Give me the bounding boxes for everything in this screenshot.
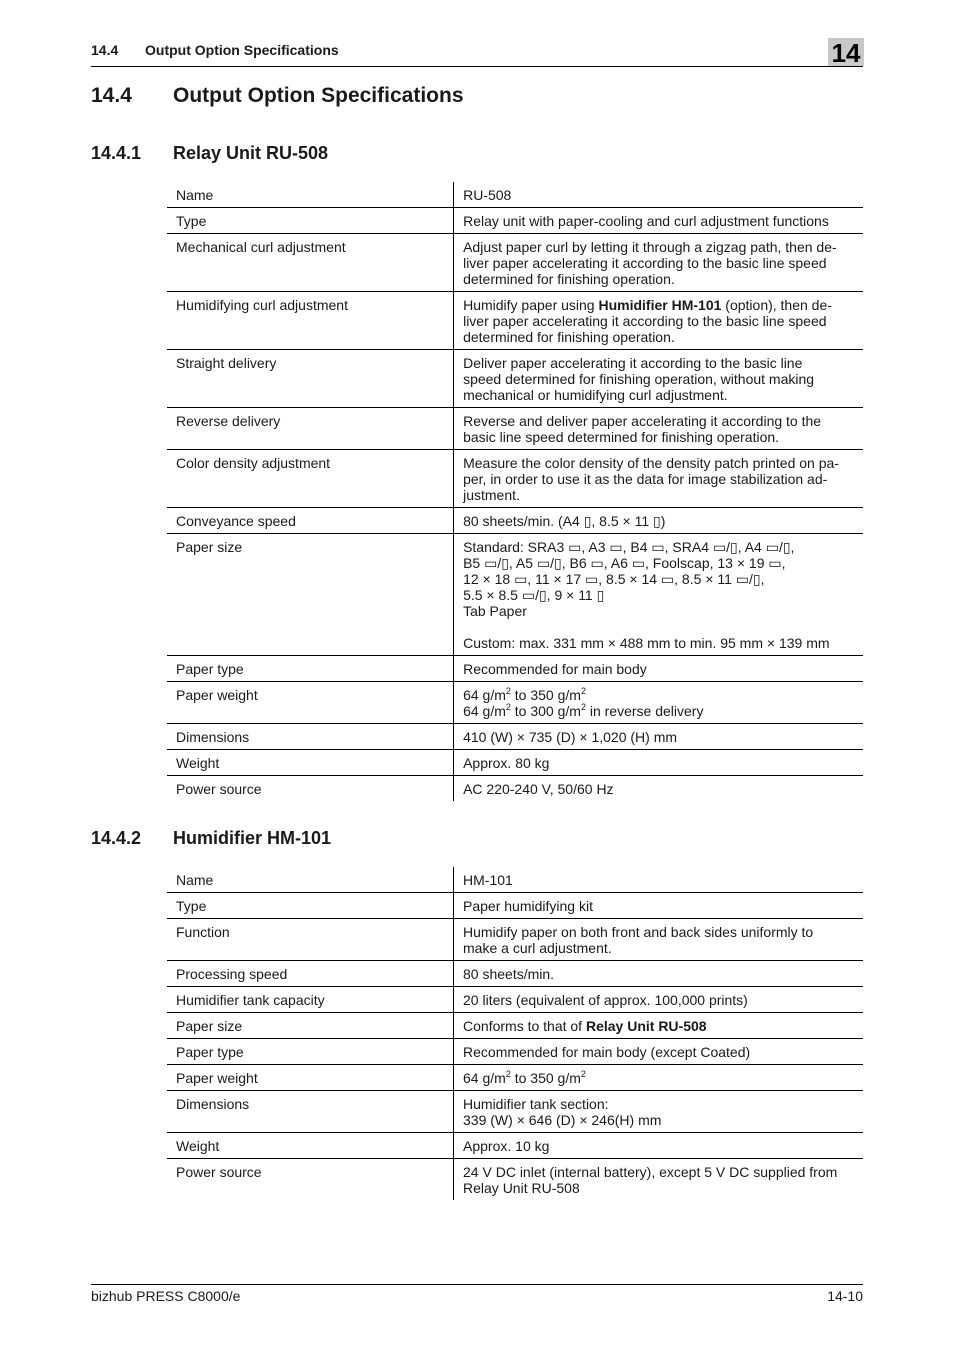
section-title: Output Option Specifications <box>173 84 464 107</box>
spec-label: Power source <box>167 776 454 802</box>
table-row <box>167 350 863 408</box>
product-reference: Relay Unit RU-508 <box>585 1018 707 1034</box>
table-row <box>167 1065 863 1091</box>
text-run: Humidify paper using <box>463 297 599 313</box>
humidifier-spec-table <box>167 867 863 1200</box>
spec-value-line: B5 ▭/▯, A5 ▭/▯, B6 ▭, A6 ▭, Foolscap, 13 × 19 ▭, <box>463 555 786 571</box>
spec-label: Paper weight <box>167 682 454 724</box>
spec-value-line: Approx. 80 kg <box>463 755 550 771</box>
header-section-title: Output Option Specifications <box>145 42 339 58</box>
running-header <box>91 40 863 67</box>
spec-value-line: 24 V DC inlet (internal battery), except 5 V DC supplied from <box>463 1164 838 1180</box>
spec-label: Weight <box>167 1133 454 1159</box>
text-run: to 350 g/m <box>510 687 581 703</box>
spec-value-line: 80 sheets/min. (A4 ▯, 8.5 × 11 ▯) <box>463 513 666 529</box>
spec-value-line: Humidifier tank section: <box>463 1096 609 1112</box>
spec-label: Conveyance speed <box>167 508 454 534</box>
spec-value-line: mechanical or humidifying curl adjustment. <box>463 387 728 403</box>
spec-value-line: Deliver paper accelerating it according to the basic line <box>463 355 803 371</box>
spec-value <box>454 919 863 961</box>
superscript: 2 <box>580 702 586 712</box>
spec-value <box>454 292 863 350</box>
spec-value-line: AC 220-240 V, 50/60 Hz <box>463 781 614 797</box>
superscript: 2 <box>505 1069 511 1079</box>
spec-value-line: 80 sheets/min. <box>463 966 555 982</box>
spec-value <box>454 1091 863 1133</box>
spec-label: Mechanical curl adjustment <box>167 234 454 292</box>
superscript: 2 <box>580 1069 586 1079</box>
spec-value <box>454 1159 863 1201</box>
spec-value-line: basic line speed determined for finishing operation. <box>463 429 780 445</box>
table-row <box>167 234 863 292</box>
table-row <box>167 656 863 682</box>
table-row <box>167 1039 863 1065</box>
table-row <box>167 750 863 776</box>
spec-label: Name <box>167 182 454 208</box>
spec-label: Straight delivery <box>167 350 454 408</box>
spec-value-line <box>463 1018 854 1034</box>
spec-value-line: 339 (W) × 646 (D) × 246(H) mm <box>463 1112 662 1128</box>
table-row <box>167 208 863 234</box>
table-row <box>167 1091 863 1133</box>
spec-value <box>454 1133 863 1159</box>
spec-label: Dimensions <box>167 724 454 750</box>
spec-label: Color density adjustment <box>167 450 454 508</box>
spec-value-line: make a curl adjustment. <box>463 940 612 956</box>
spec-label: Paper size <box>167 534 454 656</box>
table-row <box>167 182 863 208</box>
spec-label: Humidifying curl adjustment <box>167 292 454 350</box>
spec-value <box>454 987 863 1013</box>
spec-value-line: Approx. 10 kg <box>463 1138 550 1154</box>
spec-value-line: Reverse and deliver paper accelerating it according to the <box>463 413 822 429</box>
table-row <box>167 1159 863 1201</box>
spec-value-line: Tab Paper <box>463 603 527 619</box>
spec-value-line: Humidify paper on both front and back sides uniformly to <box>463 924 814 940</box>
section-number: 14.4 <box>91 84 132 107</box>
text-run: 64 g/m <box>463 1070 506 1086</box>
spec-value-line: 410 (W) × 735 (D) × 1,020 (H) mm <box>463 729 678 745</box>
spec-value-line: determined for finishing operation. <box>463 329 675 345</box>
spec-label: Power source <box>167 1159 454 1201</box>
spec-value <box>454 208 863 234</box>
product-reference: Humidifier HM-101 <box>598 297 722 313</box>
spec-value <box>454 534 863 656</box>
spec-value-line: 20 liters (equivalent of approx. 100,000 prints) <box>463 992 748 1008</box>
product-name: bizhub PRESS C8000/e <box>91 1288 241 1304</box>
header-section-number: 14.4 <box>91 42 119 58</box>
spec-label: Paper weight <box>167 1065 454 1091</box>
table-row <box>167 893 863 919</box>
spec-value-line: Paper humidifying kit <box>463 898 593 914</box>
spec-value-line: justment. <box>463 487 520 503</box>
text-run: to 300 g/m <box>510 703 581 719</box>
text-run: 64 g/m <box>463 687 506 703</box>
table-row <box>167 534 863 656</box>
table-row <box>167 292 863 350</box>
spec-label: Paper type <box>167 656 454 682</box>
spec-value-line <box>463 297 854 313</box>
spec-value-line: Measure the color density of the density patch printed on pa- <box>463 455 839 471</box>
table-row <box>167 961 863 987</box>
spec-value-line: Custom: max. 331 mm × 488 mm to min. 95 mm × 139 mm <box>463 635 830 651</box>
page-number: 14-10 <box>827 1288 863 1304</box>
table-row <box>167 682 863 724</box>
spec-value-line: 5.5 × 8.5 ▭/▯, 9 × 11 ▯ <box>463 587 605 603</box>
text-run: Conforms to that of <box>463 1018 586 1034</box>
spec-value <box>454 961 863 987</box>
page-footer <box>91 1284 863 1304</box>
spec-value <box>454 724 863 750</box>
section-heading <box>91 84 464 108</box>
spec-value <box>454 182 863 208</box>
spec-label: Weight <box>167 750 454 776</box>
spec-label: Paper type <box>167 1039 454 1065</box>
chapter-number-badge: 14 <box>828 38 864 66</box>
spacer <box>463 619 854 635</box>
spec-value <box>454 1039 863 1065</box>
spec-label: Dimensions <box>167 1091 454 1133</box>
spec-value <box>454 682 863 724</box>
spec-value <box>454 234 863 292</box>
spec-value <box>454 867 863 893</box>
humidifier-heading <box>91 828 331 849</box>
spec-value <box>454 776 863 802</box>
relay-unit-heading <box>91 143 328 164</box>
text-run: 64 g/m <box>463 703 506 719</box>
spec-value-line: Relay Unit RU-508 <box>463 1180 580 1196</box>
spec-value-line: liver paper accelerating it according to the basic line speed <box>463 313 827 329</box>
superscript: 2 <box>505 686 511 696</box>
spec-value-line: Standard: SRA3 ▭, A3 ▭, B4 ▭, SRA4 ▭/▯, A4 ▭/▯, <box>463 539 795 555</box>
spec-value-line: speed determined for finishing operation, without making <box>463 371 815 387</box>
spec-value <box>454 893 863 919</box>
spec-value-line: Adjust paper curl by letting it through a zigzag path, then de- <box>463 239 837 255</box>
spec-label: Humidifier tank capacity <box>167 987 454 1013</box>
spec-value <box>454 750 863 776</box>
spec-value <box>454 408 863 450</box>
spec-label: Name <box>167 867 454 893</box>
text-run: (option), then de- <box>721 297 832 313</box>
table-row <box>167 867 863 893</box>
spec-value-line: Recommended for main body <box>463 661 647 677</box>
table-row <box>167 1013 863 1039</box>
spec-value-line <box>463 687 854 703</box>
spec-value-line <box>463 703 854 719</box>
spec-value <box>454 656 863 682</box>
spec-label: Type <box>167 893 454 919</box>
humidifier-number: 14.4.2 <box>91 828 142 848</box>
spec-label: Type <box>167 208 454 234</box>
spec-value-line: liver paper accelerating it according to the basic line speed <box>463 255 827 271</box>
spec-label: Paper size <box>167 1013 454 1039</box>
spec-value-line: Relay unit with paper-cooling and curl adjustment functions <box>463 213 829 229</box>
superscript: 2 <box>580 686 586 696</box>
relay-unit-number: 14.4.1 <box>91 143 142 163</box>
spec-value-line: HM-101 <box>463 872 513 888</box>
spec-value-line: 12 × 18 ▭, 11 × 17 ▭, 8.5 × 14 ▭, 8.5 × 11 ▭/▯, <box>463 571 765 587</box>
relay-unit-title: Relay Unit RU-508 <box>173 143 329 163</box>
spec-value-line: per, in order to use it as the data for image stabilization ad- <box>463 471 828 487</box>
spec-value-line: determined for finishing operation. <box>463 271 675 287</box>
table-row <box>167 450 863 508</box>
spec-label: Function <box>167 919 454 961</box>
spec-label: Processing speed <box>167 961 454 987</box>
text-run: to 350 g/m <box>510 1070 581 1086</box>
table-row <box>167 408 863 450</box>
table-row <box>167 987 863 1013</box>
superscript: 2 <box>505 702 511 712</box>
spec-value-line <box>463 1070 854 1086</box>
spec-value <box>454 1013 863 1039</box>
relay-unit-spec-table <box>167 182 863 801</box>
spec-value <box>454 1065 863 1091</box>
table-row <box>167 724 863 750</box>
spec-label: Reverse delivery <box>167 408 454 450</box>
spec-value <box>454 350 863 408</box>
spec-value-line: RU-508 <box>463 187 512 203</box>
table-row <box>167 776 863 802</box>
text-run: in reverse delivery <box>585 703 704 719</box>
table-row <box>167 919 863 961</box>
table-row <box>167 508 863 534</box>
humidifier-title: Humidifier HM-101 <box>173 828 332 848</box>
spec-value <box>454 450 863 508</box>
table-row <box>167 1133 863 1159</box>
spec-value-line: Recommended for main body (except Coated) <box>463 1044 751 1060</box>
spec-value <box>454 508 863 534</box>
